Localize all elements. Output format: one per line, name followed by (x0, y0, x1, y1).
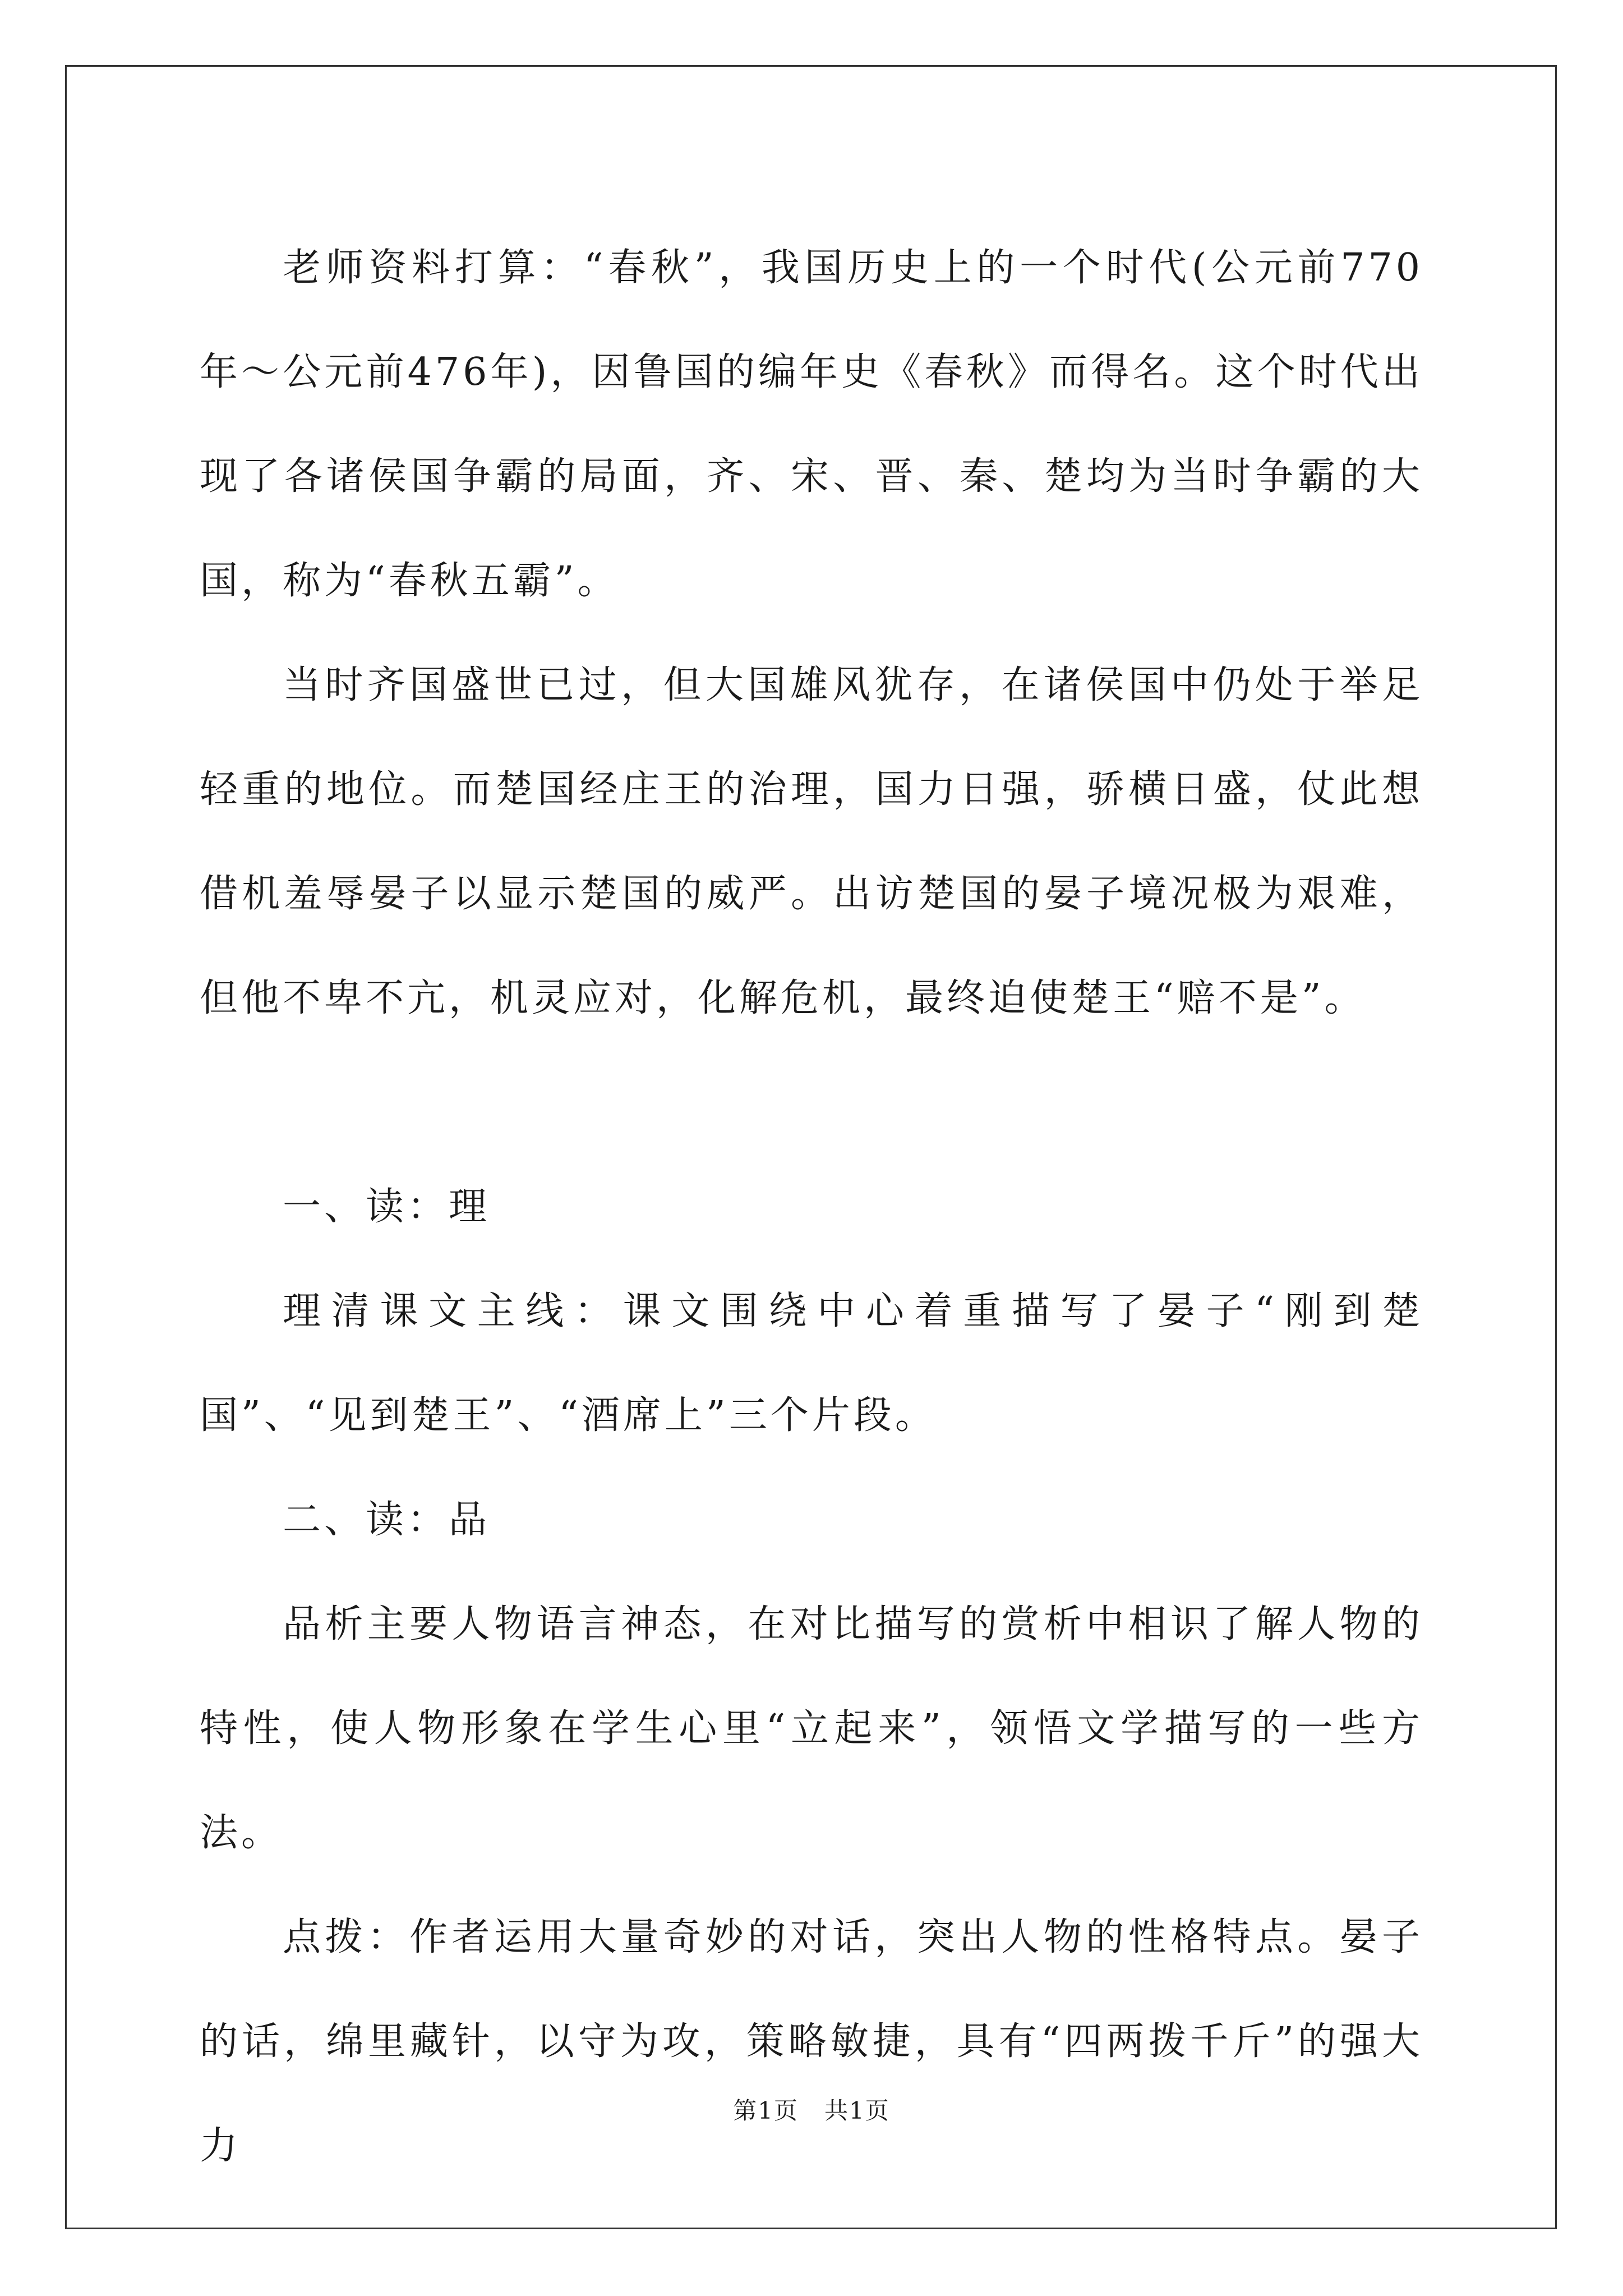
document-body (200, 216, 1423, 2198)
paragraph-character-analysis: 品析主要人物语言神态，在对比描写的赏析中相识了解人物的特性，使人物形象在学生心里“立起来”，领悟文学描写的一些方法。 (200, 1602, 1423, 1855)
paragraph-context: 当时齐国盛世已过，但大国雄风犹存，在诸侯国中仍处于举足轻重的地位。而楚国经庄王的治理，国力日强，骄横日盛，仗此想借机羞辱晏子以显示楚国的威严。出访楚国的晏子境况极为艰难，但他不卑不亢，机灵应对，化解危机，最终迫使楚王“赔不是”。 (200, 663, 1423, 1020)
page-total: 共1页 (824, 2097, 890, 2124)
section-heading-read-structure: 一、读：理 (283, 1185, 491, 1229)
paragraph-main-thread: 理清课文主线：课文围绕中心着重描写了晏子“刚到楚国”、“见到楚王”、“酒席上”三个片段。 (200, 1289, 1423, 1438)
section-heading-read-appreciate: 二、读：品 (283, 1498, 491, 1542)
paragraph-background: 老师资料打算：“春秋”，我国历史上的一个时代(公元前770年～公元前476年)，因鲁国的编年史《春秋》而得名。这个时代出现了各诸侯国争霸的局面，齐、宋、晋、秦、楚均为当时争霸的大国，称为“春秋五霸”。 (200, 246, 1423, 603)
page-number: 第1页 (733, 2097, 799, 2124)
paragraph-guidance: 点拨：作者运用大量奇妙的对话，突出人物的性格特点。晏子的话，绵里藏针，以守为攻，策略敏捷，具有“四两拨千斤”的强大力 (200, 1915, 1423, 2168)
paragraph-spacer (200, 1051, 1423, 1155)
page-footer (0, 2092, 1623, 2126)
